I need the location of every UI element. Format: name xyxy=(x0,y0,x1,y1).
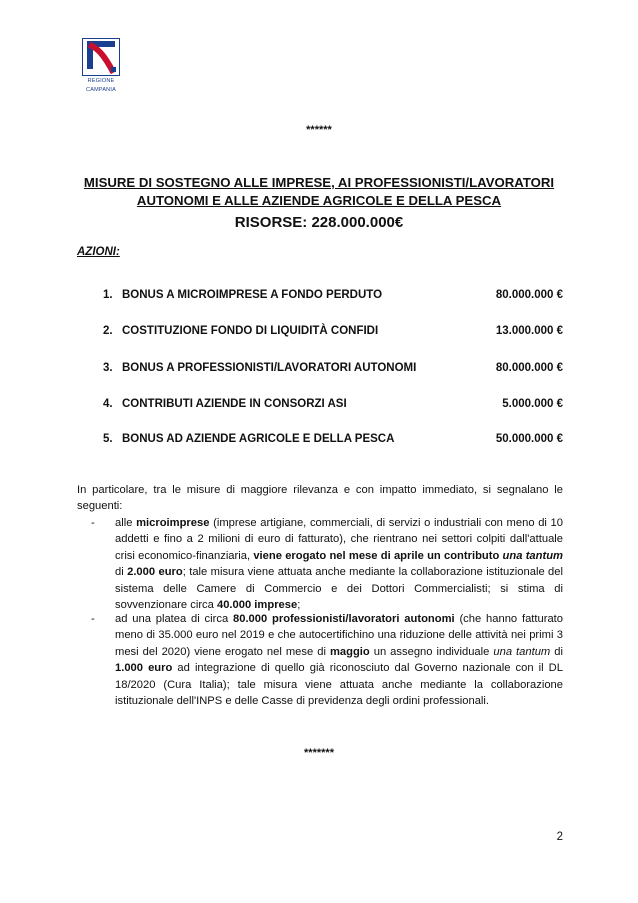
action-label: BONUS A MICROIMPRESE A FONDO PERDUTO xyxy=(122,289,383,301)
bullet-segment: alle xyxy=(115,517,137,529)
bullet-segment: 80.000 professionisti/lavoratori autonomi xyxy=(233,613,455,625)
action-item xyxy=(103,289,563,305)
regione-campania-logo xyxy=(76,38,126,93)
bullet-dash: - xyxy=(91,613,95,625)
action-item xyxy=(103,325,563,341)
title-line-2: AUTONOMI E ALLE AZIENDE AGRICOLE E DELLA PESCA xyxy=(136,193,502,208)
action-label: BONUS A PROFESSIONISTI/LAVORATORI AUTONOMI xyxy=(122,362,417,374)
action-number: 5. xyxy=(103,433,113,445)
action-label: CONTRIBUTI AZIENDE IN CONSORZI ASI xyxy=(122,398,347,410)
coat-of-arms-icon xyxy=(82,38,120,76)
action-item xyxy=(103,433,563,449)
action-amount: 5.000.000 € xyxy=(502,398,563,410)
bullet-segment: 40.000 imprese xyxy=(216,599,298,612)
bullet-text xyxy=(115,611,563,709)
intro-paragraph: In particolare, tra le misure di maggiore rilevanza e con impatto immediato, si segnalano le seguenti: xyxy=(77,484,563,512)
bullet-segment: microimprese xyxy=(136,517,210,529)
action-label: COSTITUZIONE FONDO DI LIQUIDITÀ CONFIDI xyxy=(122,325,379,337)
bullet-segment: di xyxy=(115,566,128,579)
bullet-segment: ad una platea di circa xyxy=(115,613,233,625)
bullet-segment: una tantum xyxy=(502,549,563,562)
action-amount: 80.000.000 € xyxy=(495,362,563,374)
bullet-segment: 1.000 euro xyxy=(115,662,173,675)
bullet-segment: ad integrazione di quello già riconosciuto dal Governo nazionale con il DL 18/2020 (Cura Italia); tale misura viene attuata anche mediante la collaborazione istituzionale dell'INPS e delle Casse di previdenza degli ordini professionali. xyxy=(115,662,563,708)
bullet-segment: maggio xyxy=(329,645,370,658)
bullet-text xyxy=(115,515,563,613)
bullet-segment: un assegno individuale xyxy=(369,645,494,658)
logo-caption: REGIONE CAMPANIA xyxy=(86,78,116,93)
action-number: 3. xyxy=(103,362,113,374)
bullet-segment: di xyxy=(550,645,563,658)
bullet-segment: ; tale misura viene attuata anche mediante la collaborazione istituzionale del sistema delle Camere di Commercio e dei Dottori Commercialisti; si stima di sovvenzionare circa xyxy=(115,566,563,612)
bullet-segment: 2.000 euro xyxy=(127,566,183,579)
bullet-segment: (imprese artigiane, commerciali, di servizi o industriali con meno di 10 addetti e fino a 2 milioni di euro di fatturato), che rientrano nei settori colpiti dall'attuale crisi economico-finanziaria, xyxy=(115,517,563,562)
bullet-segment: (che hanno fatturato meno di 35.000 euro nel 2019 e che autocertifichino una riduzione delle attività nei primi 3 mesi del 2020) viene erogato nel mese di xyxy=(115,613,564,658)
bullet-dash: - xyxy=(91,517,95,529)
action-number: 4. xyxy=(103,398,113,410)
action-item xyxy=(103,398,563,414)
bullet-segment: una tantum xyxy=(493,645,551,658)
page-number: 2 xyxy=(556,831,563,843)
azioni-heading: AZIONI: xyxy=(77,246,120,258)
action-amount: 80.000.000 € xyxy=(495,289,563,301)
action-number: 2. xyxy=(103,325,113,337)
action-amount: 50.000.000 € xyxy=(495,433,563,445)
bullet-segment: viene erogato nel mese di aprile un contributo xyxy=(253,549,503,562)
action-label: BONUS AD AZIENDE AGRICOLE E DELLA PESCA xyxy=(122,433,395,445)
resources-total: RISORSE: 228.000.000€ xyxy=(234,214,404,231)
top-separator: ****** xyxy=(306,124,332,136)
action-amount: 13.000.000 € xyxy=(495,325,563,337)
bottom-separator: ******* xyxy=(304,747,334,759)
title-line-1: MISURE DI SOSTEGNO ALLE IMPRESE, AI PROFESSIONISTI/LAVORATORI xyxy=(83,175,555,190)
bullet-segment: ; xyxy=(297,599,301,612)
action-number: 1. xyxy=(103,289,113,301)
action-item xyxy=(103,362,563,378)
